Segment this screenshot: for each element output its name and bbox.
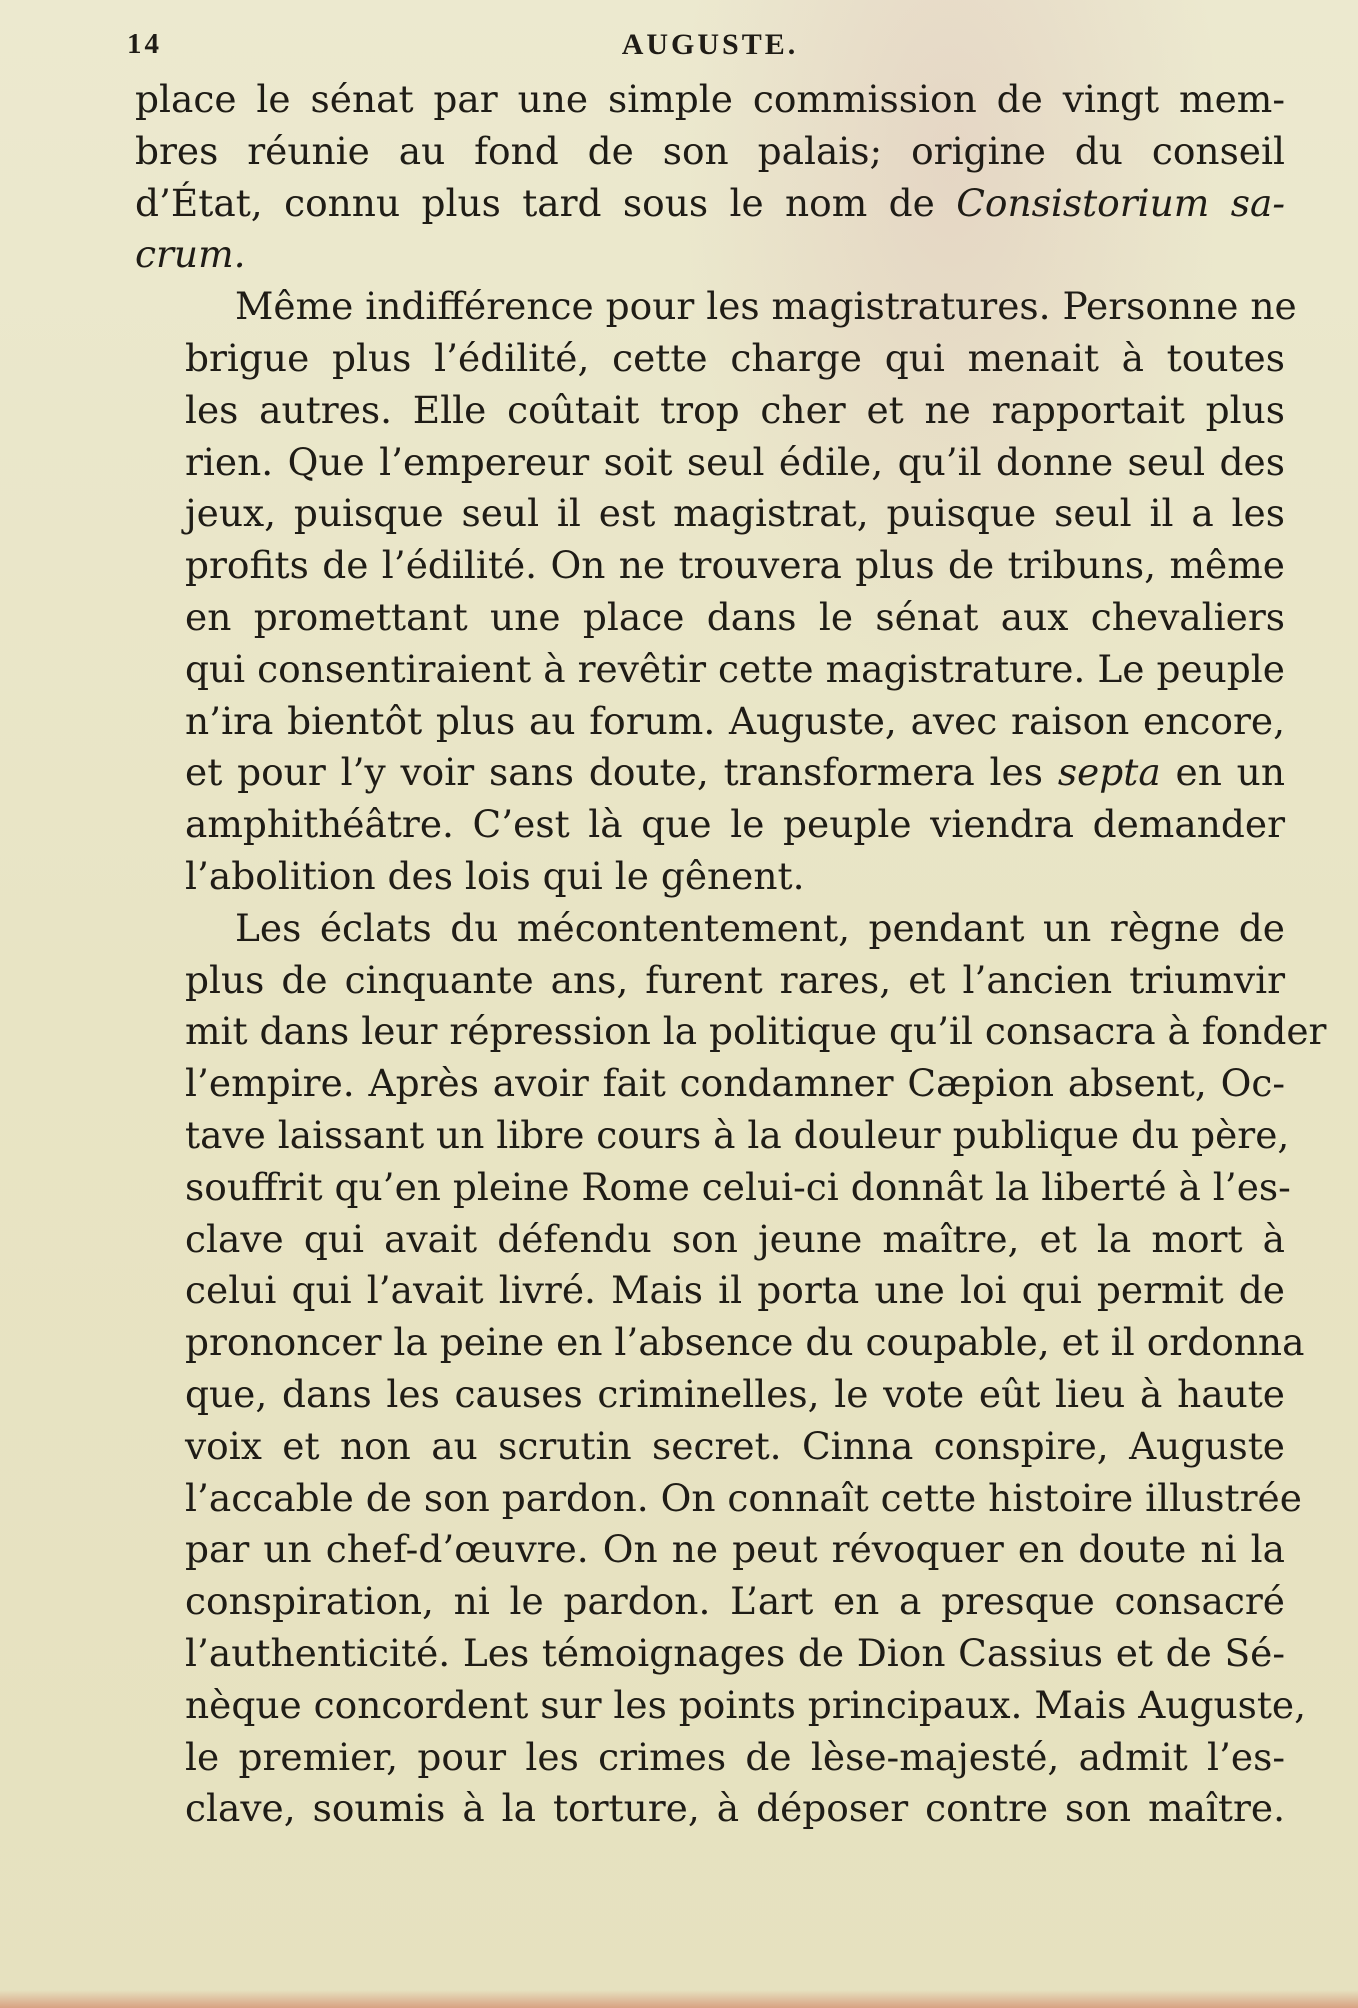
paragraph-3 [135,903,1327,1835]
paragraph-1 [135,74,1285,281]
text-line: conspiration, ni le pardon. L’art en a presque consacré [185,1579,1285,1624]
text-line: brigue plus l’édilité, cette charge qui menait à toutes [185,335,1285,380]
running-head [127,22,1285,74]
text-line: rien. Que l’empereur soit seul édile, qu’il donne seul des [185,439,1285,484]
text-line: le premier, pour les crimes de lèse-majesté, admit l’es- [185,1734,1285,1779]
text-line: place le sénat par une simple commission de vingt mem- [135,77,1285,121]
text-line: tave laissant un libre cours à la douleur publique du père, [185,1112,1290,1157]
text-line: jeux, puisque seul il est magistrat, puisque seul il a les [185,491,1285,536]
text-line: qui consentiraient à revêtir cette magistrature. Le peuple [185,646,1285,691]
text-line: l’abolition des lois qui le gênent. [185,853,805,898]
italic-term: Consistorium sa- [956,180,1285,225]
text-fragment: et pour l’y voir sans doute, transformera les [185,750,1058,795]
text-line: Même indifférence pour les magistratures. Personne ne [235,284,1297,329]
page-edge-shadow [0,1990,1358,2008]
text-line [135,178,1285,230]
page-number: 14 [127,28,162,60]
text-line: nèque concordent sur les points principaux. Mais Auguste, [185,1682,1307,1727]
text-line: prononcer la peine en l’absence du coupable, et il ordonna [185,1320,1305,1365]
text-line: l’authenticité. Les témoignages de Dion Cassius et de Sé- [185,1630,1285,1675]
text-line: clave qui avait défendu son jeune maître, et la mort à [185,1216,1285,1261]
text-line: l’empire. Après avoir fait condamner Cæpion absent, Oc- [185,1061,1285,1106]
paragraph-2 [135,281,1297,903]
text-line: par un chef-d’œuvre. On ne peut révoquer en doute ni la [185,1527,1285,1572]
text-line: que, dans les causes criminelles, le vote eût lieu à haute [185,1371,1285,1416]
text-line: les autres. Elle coûtait trop cher et ne rapportait plus [185,387,1285,432]
text-line: Les éclats du mécontentement, pendant un règne de [235,905,1285,950]
text-line: en promettant une place dans le sénat aux chevaliers [185,594,1285,639]
text-fragment: d’État, connu plus tard sous le nom de [135,180,957,225]
text-line: amphithéâtre. C’est là que le peuple viendra demander [185,802,1285,847]
text-line: bres réunie au fond de son palais; origine du conseil [135,128,1285,173]
text-line: voix et non au scrutin secret. Cinna conspire, Auguste [185,1423,1285,1468]
text-line [135,229,1285,281]
italic-term: septa [1057,750,1161,795]
text-line: plus de cinquante ans, furent rares, et l’ancien triumvir [185,957,1285,1002]
text-line: clave, soumis à la torture, à déposer contre son maître. [185,1786,1285,1831]
text-line [135,747,1285,799]
running-title: AUGUSTE. [621,28,799,61]
text-line: l’accable de son pardon. On connaît cette histoire illustrée [185,1475,1302,1520]
text-line: n’ira bientôt plus au forum. Auguste, avec raison encore, [185,698,1285,743]
text-line: mit dans leur répression la politique qu’il consacra à fonder [185,1009,1327,1054]
book-page [127,22,1327,1835]
body-text [135,74,1327,1835]
text-line: celui qui l’avait livré. Mais il porta une loi qui permit de [185,1268,1285,1313]
italic-term: crum. [135,232,246,277]
text-line: souffrit qu’en pleine Rome celui-ci donnât la liberté à l’es- [185,1164,1291,1209]
text-line: profits de l’édilité. On ne trouvera plus de tribuns, même [185,543,1285,588]
text-fragment: en un [1160,750,1285,795]
